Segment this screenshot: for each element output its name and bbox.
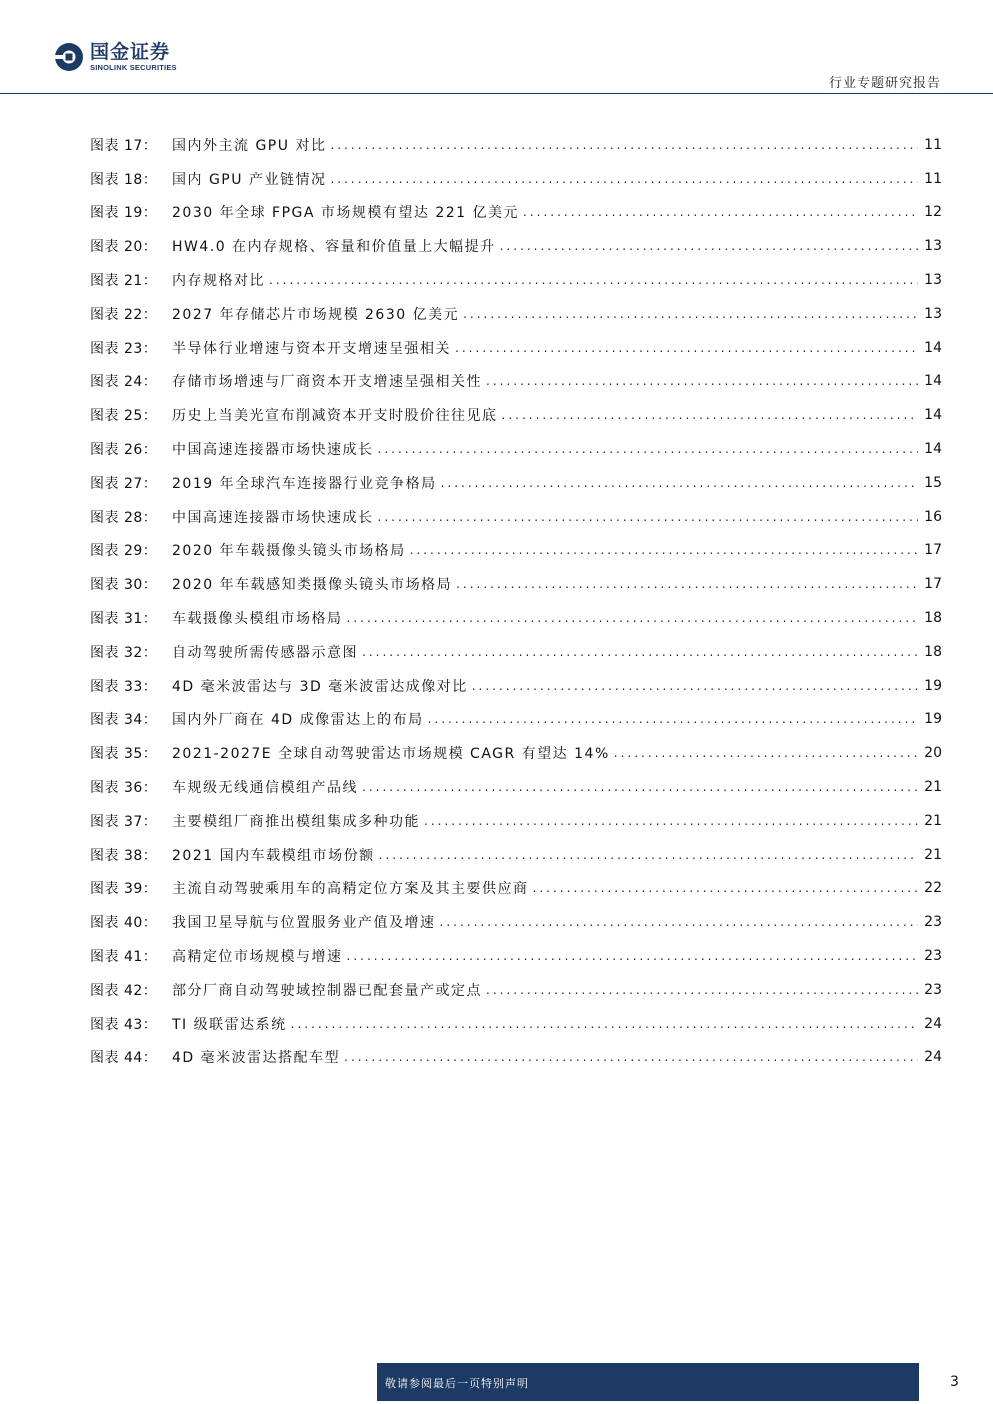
- toc-entry[interactable]: [90, 567, 942, 601]
- toc-entry[interactable]: [90, 466, 942, 500]
- toc-leader-dots: [486, 374, 918, 388]
- toc-entry-title: 2020 年车载感知类摄像头镜头市场格局: [172, 577, 453, 594]
- toc-entry[interactable]: [90, 872, 942, 906]
- toc-entry-page: 16: [924, 508, 942, 525]
- toc-entry[interactable]: [90, 196, 942, 230]
- toc-entry-page: 13: [924, 305, 942, 322]
- toc-entry-title: 2021-2027E 全球自动驾驶雷达市场规模 CAGR 有望达 14%: [172, 746, 610, 763]
- toc-entry-page: 13: [924, 272, 942, 289]
- footer-disclaimer-note: 敬请参阅最后一页特别声明: [385, 1377, 529, 1390]
- toc-entry[interactable]: [90, 838, 942, 872]
- logo-english-name: SINOLINK SECURITIES: [90, 62, 177, 72]
- toc-entry-title: 自动驾驶所需传感器示意图: [172, 644, 358, 661]
- toc-entry-number: 图表 18：: [90, 171, 158, 188]
- toc-entry-title: 2020 年车载摄像头镜头市场格局: [172, 543, 406, 560]
- toc-entry-number: 图表 22：: [90, 306, 158, 323]
- toc-entry-number: 图表 29：: [90, 543, 158, 560]
- toc-entry[interactable]: [90, 1041, 942, 1075]
- toc-entry-number: 图表 35：: [90, 746, 158, 763]
- toc-leader-dots: [378, 510, 919, 524]
- toc-entry-number: 图表 33：: [90, 678, 158, 695]
- toc-entry-page: 20: [924, 745, 942, 762]
- toc-entry-title: 国内外厂商在 4D 成像雷达上的布局: [172, 712, 424, 729]
- toc-entry-page: 23: [924, 981, 942, 998]
- toc-entry-page: 15: [924, 474, 942, 491]
- toc-entry-page: 22: [924, 880, 942, 897]
- toc-leader-dots: [291, 1017, 918, 1031]
- toc-leader-dots: [440, 915, 919, 929]
- toc-entry-page: 12: [924, 204, 942, 221]
- toc-entry-number: 图表 34：: [90, 712, 158, 729]
- toc-leader-dots: [456, 577, 918, 591]
- toc-entry-number: 图表 37：: [90, 813, 158, 830]
- toc-entry[interactable]: [90, 500, 942, 534]
- toc-leader-dots: [378, 442, 919, 456]
- toc-entry[interactable]: [90, 128, 942, 162]
- toc-entry-number: 图表 20：: [90, 239, 158, 256]
- toc-entry[interactable]: [90, 939, 942, 973]
- toc-entry-number: 图表 43：: [90, 1016, 158, 1033]
- toc-entry-number: 图表 41：: [90, 949, 158, 966]
- toc-entry-page: 17: [924, 542, 942, 559]
- toc-leader-dots: [269, 273, 918, 287]
- toc-leader-dots: [463, 307, 918, 321]
- toc-entry-title: HW4.0 在内存规格、容量和价值量上大幅提升: [172, 239, 496, 256]
- toc-entry-title: 主要模组厂商推出模组集成多种功能: [172, 813, 420, 830]
- toc-entry-title: 2030 年全球 FPGA 市场规模有望达 221 亿美元: [172, 205, 520, 222]
- toc-entry-title: 4D 毫米波雷达搭配车型: [172, 1050, 341, 1067]
- toc-entry-number: 图表 38：: [90, 847, 158, 864]
- logo-chinese-name: 国金证券: [90, 40, 171, 63]
- toc-entry-title: 中国高速连接器市场快速成长: [172, 509, 374, 526]
- toc-entry-page: 21: [924, 812, 942, 829]
- toc-entry-page: 14: [924, 373, 942, 390]
- toc-leader-dots: [500, 239, 918, 253]
- toc-entry-title: 存储市场增速与厂商资本开支增速呈强相关性: [172, 374, 482, 391]
- toc-entry-number: 图表 39：: [90, 881, 158, 898]
- toc-entry-number: 图表 27：: [90, 475, 158, 492]
- toc-entry[interactable]: [90, 804, 942, 838]
- toc-entry-title: TI 级联雷达系统: [172, 1016, 287, 1033]
- toc-entry-page: 19: [924, 677, 942, 694]
- toc-entry[interactable]: [90, 365, 942, 399]
- toc-leader-dots: [362, 780, 918, 794]
- toc-leader-dots: [472, 679, 918, 693]
- toc-entry[interactable]: [90, 534, 942, 568]
- toc-entry[interactable]: [90, 432, 942, 466]
- toc-entry-title: 部分厂商自动驾驶域控制器已配套量产或定点: [172, 982, 482, 999]
- toc-entry[interactable]: [90, 162, 942, 196]
- toc-entry-page: 17: [924, 576, 942, 593]
- toc-entry-number: 图表 42：: [90, 982, 158, 999]
- toc-leader-dots: [502, 408, 919, 422]
- toc-entry-title: 半导体行业增速与资本开支增速呈强相关: [172, 340, 451, 357]
- toc-entry-title: 2027 年存储芯片市场规模 2630 亿美元: [172, 306, 460, 323]
- toc-entry-title: 历史上当美光宣布削减资本开支时股价往往见底: [172, 408, 498, 425]
- toc-entry-page: 14: [924, 407, 942, 424]
- toc-entry[interactable]: [90, 297, 942, 331]
- toc-leader-dots: [441, 476, 918, 490]
- toc-leader-dots: [362, 645, 918, 659]
- toc-entry-number: 图表 32：: [90, 644, 158, 661]
- toc-entry-page: 21: [924, 846, 942, 863]
- toc-entry-page: 24: [924, 1049, 942, 1066]
- toc-entry-number: 图表 30：: [90, 577, 158, 594]
- toc-leader-dots: [344, 1050, 918, 1064]
- toc-entry-page: 24: [924, 1015, 942, 1032]
- page-number: 3: [950, 1374, 959, 1390]
- toc-entry-title: 2019 年全球汽车连接器行业竞争格局: [172, 475, 437, 492]
- toc-entry-title: 国内外主流 GPU 对比: [172, 137, 327, 154]
- toc-leader-dots: [379, 848, 918, 862]
- toc-entry[interactable]: [90, 770, 942, 804]
- toc-leader-dots: [533, 881, 919, 895]
- toc-entry-page: 19: [924, 711, 942, 728]
- toc-leader-dots: [410, 543, 918, 557]
- toc-entry[interactable]: [90, 669, 942, 703]
- toc-entry-number: 图表 25：: [90, 408, 158, 425]
- table-of-figures: [90, 128, 942, 1074]
- toc-entry[interactable]: [90, 905, 942, 939]
- toc-entry-page: 21: [924, 779, 942, 796]
- toc-entry-page: 11: [924, 170, 942, 187]
- footer-disclaimer-bar: [377, 1363, 919, 1401]
- toc-entry-title: 高精定位市场规模与增速: [172, 949, 343, 966]
- toc-leader-dots: [330, 138, 918, 152]
- toc-entry-title: 2021 国内车载模组市场份额: [172, 847, 375, 864]
- toc-entry-number: 图表 31：: [90, 611, 158, 628]
- toc-leader-dots: [347, 611, 919, 625]
- toc-entry-page: 11: [924, 136, 942, 153]
- toc-entry-number: 图表 28：: [90, 509, 158, 526]
- toc-leader-dots: [424, 814, 918, 828]
- report-type-label: 行业专题研究报告: [828, 76, 941, 91]
- toc-entry-page: 23: [924, 914, 942, 931]
- toc-entry-number: 图表 26：: [90, 442, 158, 459]
- toc-entry[interactable]: [90, 635, 942, 669]
- toc-leader-dots: [330, 172, 918, 186]
- toc-entry-page: 13: [924, 238, 942, 255]
- toc-entry-number: 图表 21：: [90, 273, 158, 290]
- toc-entry[interactable]: [90, 331, 942, 365]
- header-divider: [0, 93, 993, 94]
- toc-entry-page: 23: [924, 948, 942, 965]
- sinolink-logo-icon: [54, 42, 84, 72]
- toc-entry[interactable]: [90, 973, 942, 1007]
- toc-leader-dots: [428, 712, 918, 726]
- toc-entry[interactable]: [90, 263, 942, 297]
- toc-entry-title: 4D 毫米波雷达与 3D 毫米波雷达成像对比: [172, 678, 468, 695]
- toc-entry-title: 国内 GPU 产业链情况: [172, 171, 327, 188]
- toc-entry-page: 18: [924, 643, 942, 660]
- toc-entry[interactable]: [90, 703, 942, 737]
- toc-entry-number: 图表 36：: [90, 780, 158, 797]
- toc-entry[interactable]: [90, 601, 942, 635]
- toc-leader-dots: [614, 746, 918, 760]
- toc-entry-title: 内存规格对比: [172, 273, 265, 290]
- toc-entry-title: 我国卫星导航与位置服务业产值及增速: [172, 915, 436, 932]
- toc-entry-title: 中国高速连接器市场快速成长: [172, 442, 374, 459]
- toc-leader-dots: [523, 205, 918, 219]
- toc-entry[interactable]: [90, 1007, 942, 1041]
- company-logo: [54, 40, 177, 74]
- toc-entry-page: 14: [924, 339, 942, 356]
- toc-entry-number: 图表 17：: [90, 137, 158, 154]
- toc-leader-dots: [455, 341, 918, 355]
- toc-entry-title: 车规级无线通信模组产品线: [172, 780, 358, 797]
- toc-entry-number: 图表 19：: [90, 205, 158, 222]
- toc-entry-page: 14: [924, 441, 942, 458]
- toc-entry[interactable]: [90, 736, 942, 770]
- toc-leader-dots: [486, 983, 918, 997]
- toc-leader-dots: [347, 949, 919, 963]
- toc-entry[interactable]: [90, 398, 942, 432]
- toc-entry-page: 18: [924, 610, 942, 627]
- toc-entry-number: 图表 40：: [90, 915, 158, 932]
- toc-entry-number: 图表 44：: [90, 1050, 158, 1067]
- toc-entry-number: 图表 24：: [90, 374, 158, 391]
- toc-entry[interactable]: [90, 229, 942, 263]
- toc-entry-title: 车载摄像头模组市场格局: [172, 611, 343, 628]
- toc-entry-title: 主流自动驾驶乘用车的高精定位方案及其主要供应商: [172, 881, 529, 898]
- toc-entry-number: 图表 23：: [90, 340, 158, 357]
